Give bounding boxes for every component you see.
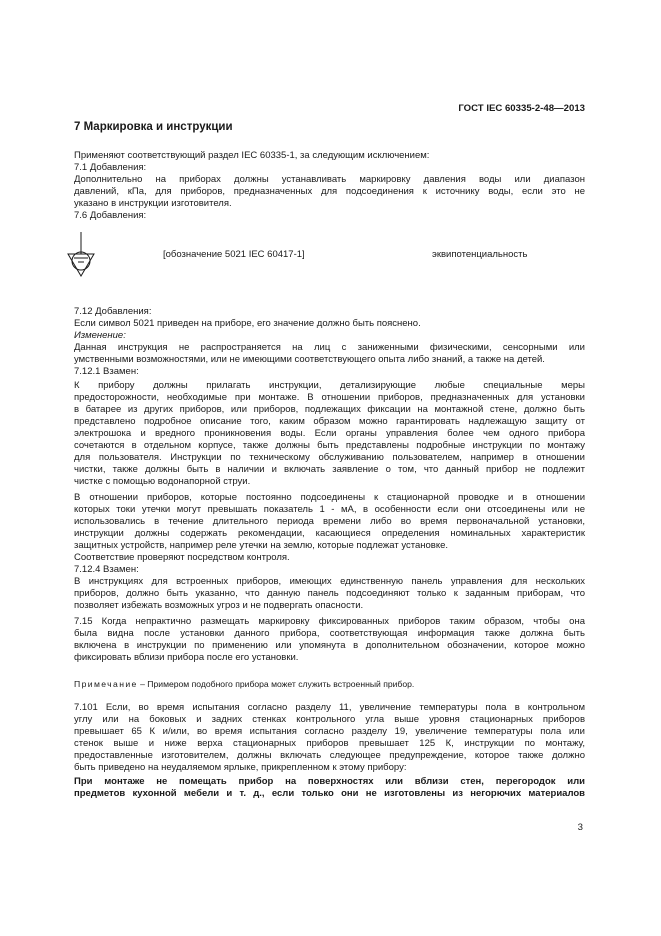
paragraph-line: использовались в течение длительного периода времени либо во время первоначальной установки, bbox=[74, 516, 585, 527]
paragraph-line: предоставленные изготовителем, должны включать следующее предупреждение, которое также должно bbox=[74, 750, 585, 761]
paragraph-line: сочетаются в отдельном корпусе, также должны быть представлены подробные инструкции по монтажу bbox=[74, 440, 585, 451]
note-label: Примечание bbox=[74, 679, 138, 689]
clause-7-12-1: 7.12.1 Взамен: bbox=[74, 366, 139, 377]
symbol-label: эквипотенциальность bbox=[432, 249, 528, 260]
paragraph-line: углу или на боковых и задних стенках контрольного угла выше уровня стационарных приборов bbox=[74, 714, 585, 725]
paragraph-line: защитных устройств, например реле утечки на землю, которые подлежат установке. bbox=[74, 540, 449, 551]
paragraph-line: электрошока и вредного проникновения воды. Если органы управления более чем одного прибора bbox=[74, 428, 585, 439]
paragraph-line: чистки, также должны быть в наличии и включать заявление о том, что данный прибор не подлежит bbox=[74, 464, 585, 475]
paragraph-line: представлено подробное описание того, каким образом можно гарантировать надлежащую защиту от bbox=[74, 416, 585, 427]
paragraph-line: Данная инструкция не распространяется на лиц с заниженными физическими, сенсорными или bbox=[74, 342, 585, 353]
paragraph-line: которых токи утечки могут превышать показатель 1 - мА, в особенности если они отсоединены или не bbox=[74, 504, 585, 515]
paragraph-line: была видна после установки данного прибора, соответствующая информация также должна быть bbox=[74, 628, 585, 639]
paragraph-line: предосторожности, необходимые при монтаже. В отношении приборов, предназначенных для установки bbox=[74, 392, 585, 403]
paragraph-line: 7.101 Если, во время испытания согласно разделу 11, увеличение температуры пола в контрольном bbox=[74, 702, 585, 713]
note bbox=[74, 678, 585, 690]
paragraph-line: давлений, кПа, для приборов, предназначенных для подсоединения к источнику воды, если это не bbox=[74, 186, 585, 197]
clause-7-12: 7.12 Добавления: bbox=[74, 306, 152, 317]
paragraph-line: В отношении приборов, которые постоянно подсоединены к стационарной проводке и в отношении bbox=[74, 492, 585, 503]
equipotentiality-symbol-icon bbox=[66, 230, 96, 278]
paragraph-line: Если символ 5021 приведен на приборе, его значение должно быть пояснено. bbox=[74, 318, 421, 329]
clause-7-1: 7.1 Добавления: bbox=[74, 162, 147, 173]
paragraph-line: В инструкциях для встроенных приборов, имеющих единственную панель управления для нескольких bbox=[74, 576, 585, 587]
paragraph-line: указано в инструкции изготовителя. bbox=[74, 198, 232, 209]
clause-7-6: 7.6 Добавления: bbox=[74, 210, 147, 221]
section-title: 7 Маркировка и инструкции bbox=[74, 121, 233, 133]
compliance-check: Соответствие проверяют посредством контроля. bbox=[74, 552, 290, 563]
symbol-designation: [обозначение 5021 IEC 60417-1] bbox=[163, 249, 305, 260]
paragraph-line: инструкции должны содержать рекомендации, касающиеся определения номинальных характеристик bbox=[74, 528, 585, 539]
paragraph-line: К прибору должны прилагать инструкции, детализирующие любые специальные меры bbox=[74, 380, 585, 391]
paragraph-line: чистке с помощью водонапорной струи. bbox=[74, 476, 251, 487]
document-code: ГОСТ IEC 60335-2-48—2013 bbox=[458, 103, 585, 114]
warning-line: При монтаже не помещать прибор на поверхностях или вблизи стен, перегородок или bbox=[74, 776, 585, 787]
paragraph-line: стенок выше и ниже верха стационарных приборов превышает 125 К, инструкции по монтажу, bbox=[74, 738, 585, 749]
warning-line: предметов кухонной мебели и т. д., если только они не изготовлены из негорючих материалов bbox=[74, 788, 585, 799]
note-text: – Примером подобного прибора может служить встроенный прибор. bbox=[140, 679, 415, 689]
paragraph-line: приборов, должно быть указанно, что данную панель подсоединяют только к заданным приборам, что bbox=[74, 588, 585, 599]
paragraph-line: превышает 65 К и/или, во время испытания согласно разделу 19, увеличение температуры пола или bbox=[74, 726, 585, 737]
paragraph-line: фиксировать вблизи прибора после его установки. bbox=[74, 652, 299, 663]
paragraph-intro: Применяют соответствующий раздел IEC 60335-1, за следующим исключением: bbox=[74, 150, 430, 161]
paragraph-line: позволяет избежать возможных угроз и не подвергать опасности. bbox=[74, 600, 364, 611]
paragraph-line: в батарее из других приборов, или приборов, подлежащих фиксации на монтажной стене, должно быть bbox=[74, 404, 585, 415]
page-number: 3 bbox=[577, 822, 583, 833]
paragraph-line: умственными возможностями, или не имеющими соответствующего опыта либо знаний, а также на детей. bbox=[74, 354, 545, 365]
clause-7-12-4: 7.12.4 Взамен: bbox=[74, 564, 139, 575]
paragraph-line: включена в инструкции по применению или упомянута в дополнительном обозначении, которое можно bbox=[74, 640, 585, 651]
paragraph-line: быть приведено на неудаляемом ярлыке, прикрепленном к этому прибору: bbox=[74, 762, 407, 773]
change-label: Изменение: bbox=[74, 330, 126, 341]
paragraph-line: 7.15 Когда непрактично размещать маркировку фиксированных приборов таким образом, чтобы она bbox=[74, 616, 585, 627]
paragraph-line: для пользователя. Инструкции по техническому обслуживанию пользователем, например в отношении bbox=[74, 452, 585, 463]
paragraph-line: Дополнительно на приборах должны устанавливать маркировку давления воды или диапазон bbox=[74, 174, 585, 185]
